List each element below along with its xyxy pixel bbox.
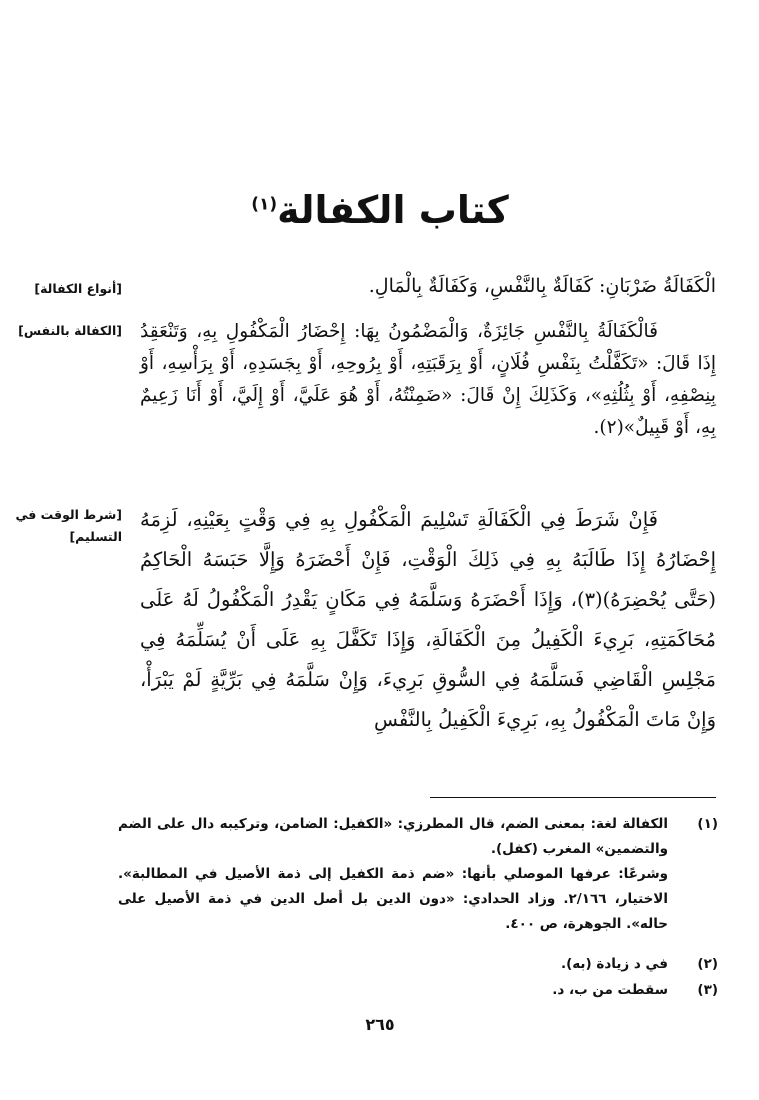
paragraph-1: الْكَفَالَةُ ضَرْبَانِ: كَفَالَةٌ بِالنَّفْسِ، وَكَفَالَةٌ بِالْمَالِ. xyxy=(368,275,716,297)
footnote-1-number: (١) xyxy=(697,816,718,832)
footnote-2-number: (٢) xyxy=(697,956,718,972)
footnote-2 xyxy=(118,952,718,977)
footnote-1-line-1: الكفالة لغة: بمعنى الضم، قال المطرزي: «الكفيل: الضامن، وتركيبه دال على الضم والتضمين» المغرب (كفل). xyxy=(118,816,668,857)
chapter-title-text: كتاب الكفالة xyxy=(277,188,509,232)
footnote-1 xyxy=(118,812,718,937)
footnote-2-text: في د زيادة (به). xyxy=(560,956,668,972)
margin-note-kafala-types: [أنواع الكفالة] xyxy=(34,281,122,296)
footnote-3-number: (٣) xyxy=(697,982,718,998)
footnote-1-line-2: وشرعًا: عرفها الموصلي بأنها: «ضم ذمة الكفيل إلى ذمة الأصيل في المطالبة». الاختيار، ٢/١٦٦. وزاد الحدادي: «دون الدين بل أصل الدين في ذمة الأصيل على حاله». الجوهرة، ص ٤٠٠. xyxy=(118,866,668,932)
chapter-title xyxy=(160,188,600,232)
margin-note-time-condition: [شرط الوقت في التسليم] xyxy=(15,507,122,544)
footnote-3-text: سقطت من ب، د. xyxy=(552,982,668,998)
footnote-separator xyxy=(430,797,716,798)
paragraph-2: فَالْكَفَالَةُ بِالنَّفْسِ جَائِزَةٌ، وَالْمَضْمُونُ بِهَا: إِحْضَارُ الْمَكْفُولِ بِهِ، وَتَنْعَقِدُ إِذَا قَالَ: «تَكَفَّلْتُ بِنَفْسِ فُلَانٍ، أَوْ بِرَقَبَتِهِ، أَوْ بِرُوحِهِ، أَوْ بِجَسَدِهِ، أَوْ بِرَأْسِهِ، أَوْ بِنِصْفِهِ، أَوْ بِثُلُثِهِ»، وَكَذَلِكَ إِنْ قَالَ: «ضَمِنْتُهُ، أَوْ هُوَ عَلَيَّ، أَوْ إِلَيَّ، أَوْ أَنَا زَعِيمٌ بِهِ، أَوْ قَبِيلٌ»(٢). xyxy=(140,321,716,438)
footnote-3 xyxy=(118,978,718,1003)
paragraph-3: فَإِنْ شَرَطَ فِي الْكَفَالَةِ تَسْلِيمَ الْمَكْفُولِ بِهِ فِي وَقْتٍ بِعَيْنِهِ، لَزِمَهُ إِحْضَارُهُ إِذَا طَالَبَهُ بِهِ فِي ذَلِكَ الْوَقْتِ، فَإِنْ أَحْضَرَهُ وَإِلَّا حَبَسَهُ الْحَاكِمُ (حَتَّى يُحْضِرَهُ)(٣)، وَإِذَا أَحْضَرَهُ وَسَلَّمَهُ فِي مَكَانٍ يَقْدِرُ الْمَكْفُولُ لَهُ عَلَى مُحَاكَمَتِهِ، بَرِيءَ الْكَفِيلُ مِنَ الْكَفَالَةِ، وَإِذَا تَكَفَّلَ بِهِ عَلَى أَنْ يُسَلِّمَهُ فِي مَجْلِسِ الْقَاضِي فَسَلَّمَهُ فِي السُّوقِ بَرِيءَ، وَإِنْ سَلَّمَهُ فِي بَرِّيَّةٍ لَمْ يَبْرَأْ، وَإِنْ مَاتَ الْمَكْفُولُ بِهِ، بَرِيءَ الْكَفِيلُ بِالنَّفْسِ xyxy=(140,508,716,731)
chapter-title-footnote-ref: (١) xyxy=(251,194,278,215)
page-number: ٢٦٥ xyxy=(365,1015,395,1034)
margin-note-kafala-bil-nafs: [الكفالة بالنفس] xyxy=(18,323,122,338)
